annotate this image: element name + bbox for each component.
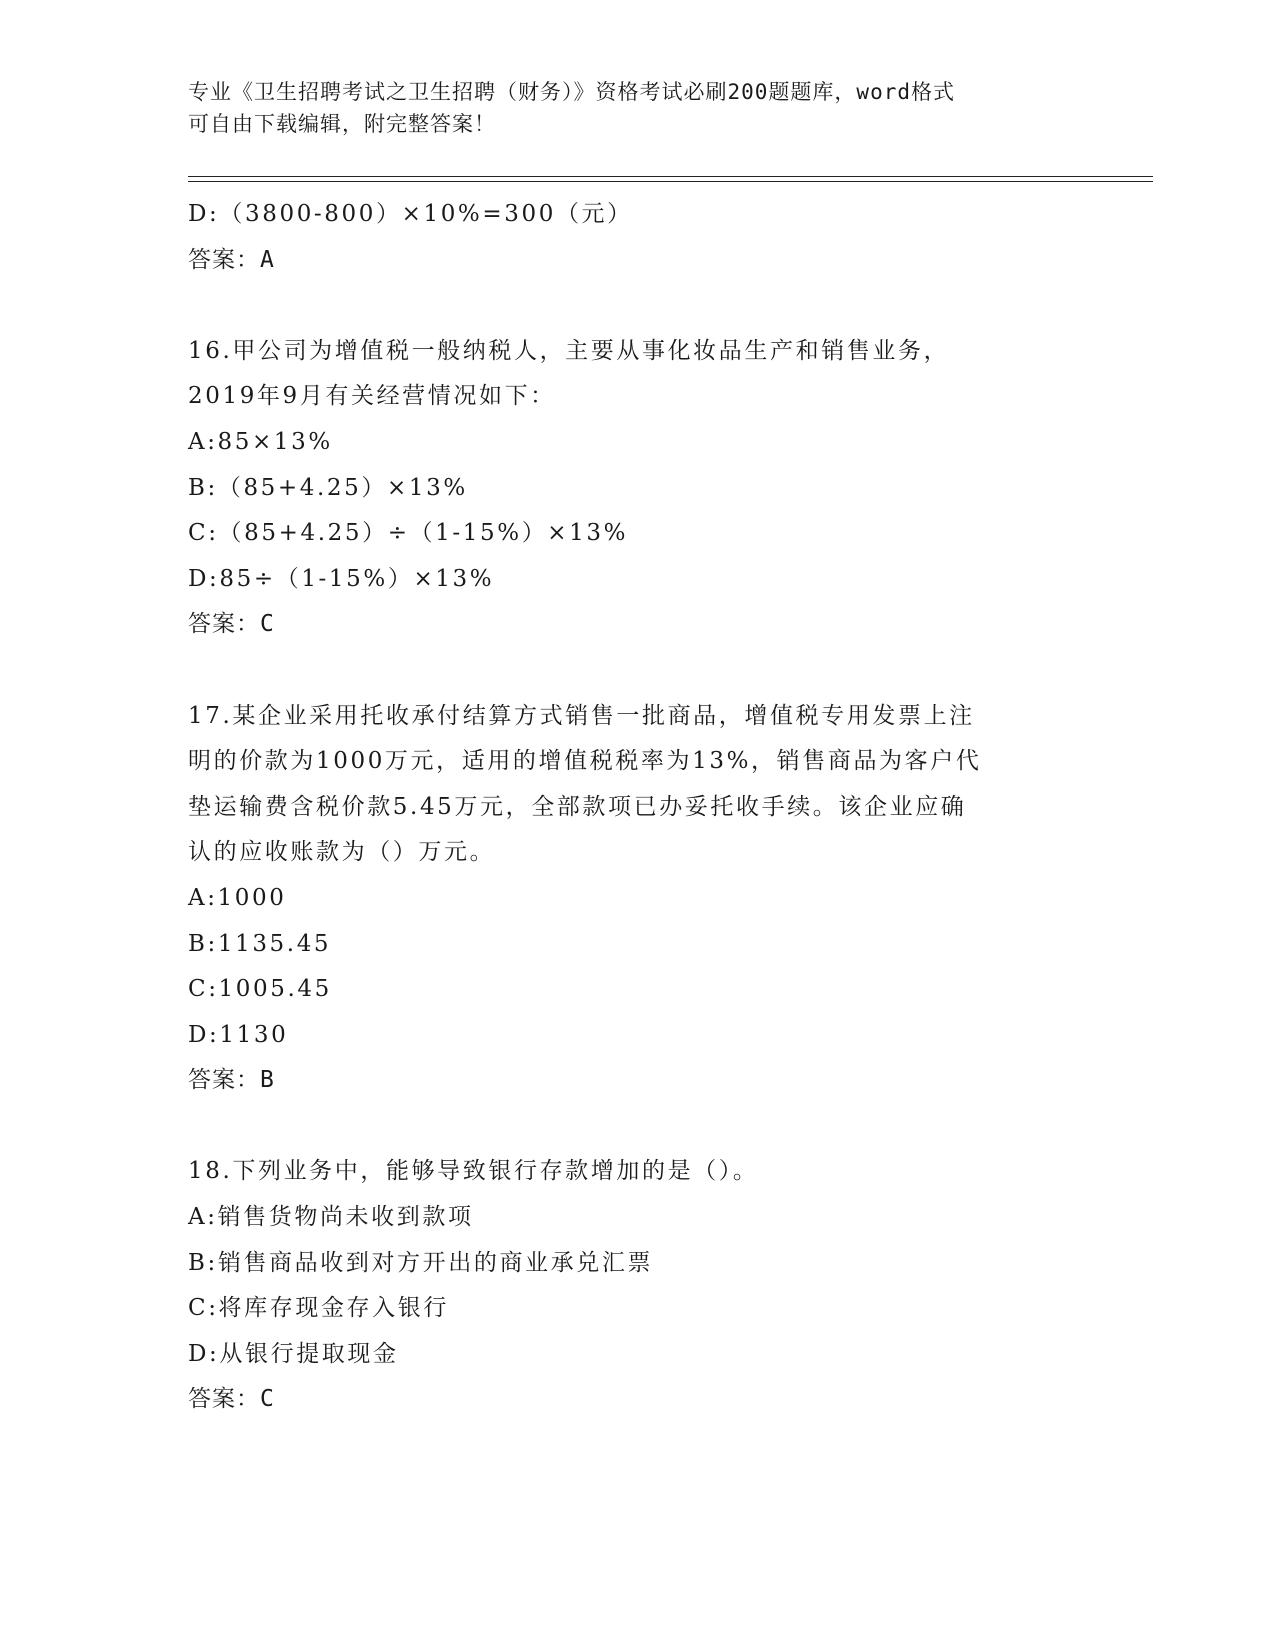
question-stem-line: 垫运输费含税价款5.45万元，全部款项已办妥托收手续。该企业应确: [188, 793, 967, 820]
answer-line: 答案：C: [188, 1386, 275, 1413]
option-d: D:（3800-800）×10%=300（元）: [188, 201, 633, 227]
option-c: C:1005.45: [188, 976, 332, 1003]
question-stem-line: 2019年9月有关经营情况如下：: [188, 383, 556, 410]
option-d: D:从银行提取现金: [188, 1340, 399, 1367]
option-d: D:85÷（1-15%）×13%: [188, 565, 495, 592]
option-b: B:销售商品收到对方开出的商业承兑汇票: [188, 1249, 654, 1276]
option-c: C:将库存现金存入银行: [188, 1295, 449, 1322]
option-b: B:1135.45: [188, 930, 332, 957]
answer-line: 答案：A: [188, 246, 275, 273]
header-title-line-2: 可自由下载编辑，附完整答案！: [188, 112, 496, 136]
question-stem-line: 认的应收账款为（）万元。: [188, 839, 496, 866]
question-stem-line: 18.下列业务中，能够导致银行存款增加的是（）。: [188, 1158, 759, 1185]
answer-line: 答案：C: [188, 611, 275, 638]
option-a: A:销售货物尚未收到款项: [188, 1204, 474, 1231]
spacer: [188, 1104, 1088, 1150]
spacer: [188, 283, 1088, 329]
question-stem-line: 16.甲公司为增值税一般纳税人，主要从事化妆品生产和销售业务，: [188, 337, 950, 364]
spacer: [188, 648, 1088, 694]
header-title-line-1: 专业《卫生招聘考试之卫生招聘（财务）》资格考试必刷200题题库，word格式: [188, 80, 955, 104]
question-stem-line: 明的价款为1000万元，适用的增值税税率为13%，销售商品为客户代: [188, 748, 982, 775]
option-b: B:（85+4.25）×13%: [188, 474, 468, 501]
header-divider-bottom: [188, 181, 1153, 182]
answer-line: 答案：B: [188, 1067, 275, 1094]
header-divider-top: [188, 176, 1153, 177]
option-a: A:1000: [188, 884, 287, 911]
document-header: [188, 76, 1068, 140]
option-d: D:1130: [188, 1021, 289, 1048]
option-c: C:（85+4.25）÷（1-15%）×13%: [188, 520, 629, 547]
question-stem-line: 17.某企业采用托收承付结算方式销售一批商品，增值税专用发票上注: [188, 702, 975, 729]
question-list: [188, 192, 1088, 1423]
option-a: A:85×13%: [188, 428, 333, 455]
